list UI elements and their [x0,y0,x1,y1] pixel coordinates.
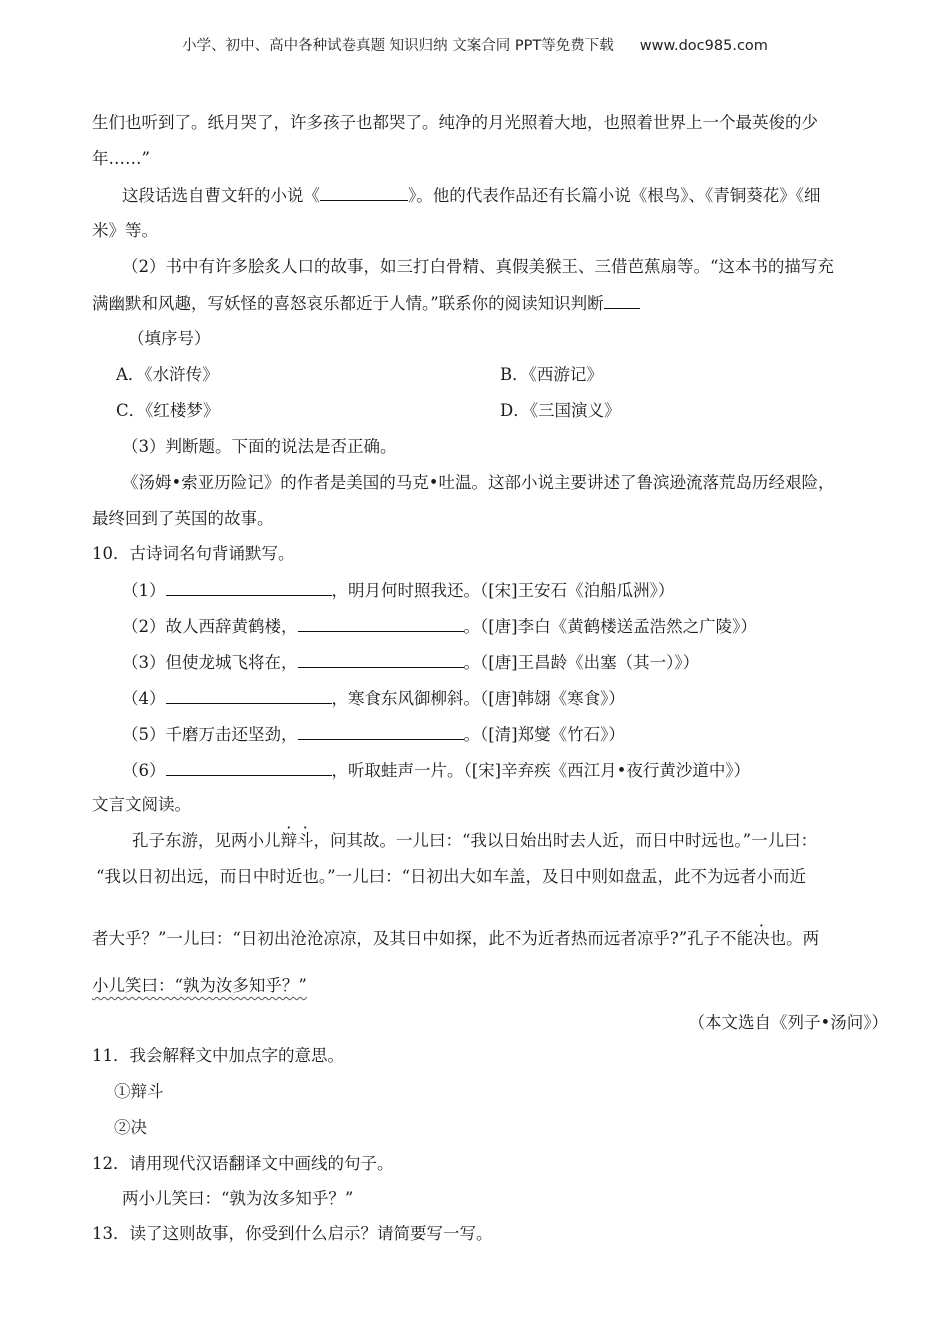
q12-title: 12．请用现代汉语翻译文中画线的句子。 [92,1154,394,1173]
passage-line-1-b: ，问其故。一儿曰：“我以日始出时去人近，而日中时远也。”一儿曰： [313,831,818,850]
passage-heading: 文言文阅读。 [92,795,191,814]
poem-item-5-post: 。（[清]郑燮《竹石》） [463,725,625,744]
poem-blank-2[interactable] [298,615,464,632]
q11-title: 11．我会解释文中加点字的意思。 [92,1046,344,1065]
poem-item-5 [122,723,625,746]
passage-line-2: “我以日初出远，而日中时近也。”一儿曰：“日初出大如车盖，及日中则如盘盂，此不为远者小而近 [96,867,807,886]
option-b: B．《西游记》 [500,365,603,384]
passage-line-1 [132,830,817,852]
option-answer-blank[interactable] [604,292,640,309]
poem-item-2-post: 。（[唐]李白《黄鹤楼送孟浩然之广陵》） [463,617,757,636]
poem-item-4 [122,687,625,710]
q9-p2-line2 [92,292,640,315]
passage-line-3 [92,928,819,950]
poem-item-1 [122,579,674,602]
poem-item-3-post: 。（[唐]王昌龄《出塞（其一）》） [463,653,700,672]
book-title-blank[interactable] [320,184,408,201]
q9-p1-post: 》。他的代表作品还有长篇小说《根鸟》、《青铜葵花》《细 [408,186,821,205]
poem-item-1-pre: （1） [122,581,166,600]
poem-item-1-post: ，明月何时照我还。（[宋]王安石《泊船瓜洲》） [331,581,675,600]
option-c: C．《红楼梦》 [116,401,220,420]
poem-item-6 [122,759,750,782]
q9-p1-line1 [122,184,821,207]
poem-blank-4[interactable] [166,687,332,704]
q11-item-1: ①辩斗 [114,1082,164,1101]
q10-title: 10．古诗词名句背诵默写。 [92,544,295,563]
poem-blank-3[interactable] [298,651,464,668]
passage-line-4-underlined: 小儿笑曰：“孰为汝多知乎？” [92,976,307,995]
page-header [0,34,950,55]
header-site: www.doc985.com [639,38,768,54]
option-a: A．《水浒传》 [116,365,219,384]
q9-p2-hint: （填序号） [128,329,211,348]
poem-item-2 [122,615,757,638]
option-d: D．《三国演义》 [500,401,621,420]
poem-item-6-pre: （6） [122,761,166,780]
poem-item-5-pre: （5）千磨万击还坚劲， [122,725,298,744]
q9-cont-line2: 年……” [92,149,150,168]
poem-blank-6[interactable] [166,759,332,776]
q9-p2-line1: （2）书中有许多脍炙人口的故事，如三打白骨精、真假美猴王、三借芭蕉扇等。“这本书的描写充 [122,257,834,276]
q9-p1-pre: 这段话选自曹文轩的小说《 [122,186,320,205]
passage-source: （本文选自《列子•汤问》） [688,1013,888,1032]
poem-item-6-post: ，听取蛙声一片。（[宋]辛弃疾《西江月•夜行黄沙道中》） [331,761,751,780]
poem-item-3 [122,651,699,674]
passage-line-3-a: 者大乎？”一儿曰：“日初出沧沧凉凉，及其日中如探，此不为近者热而远者凉乎?”孔子不能 [92,929,754,948]
dotted-char-dou: 斗 [297,831,314,850]
passage-line-3-b: 也。两 [769,929,820,948]
poem-blank-5[interactable] [298,723,464,740]
q9-p3-line2: 最终回到了英国的故事。 [92,509,274,528]
passage-line-1-a: 孔子东游，见两小儿 [132,831,281,850]
q13-title: 13．读了这则故事，你受到什么启示？请简要写一写。 [92,1224,493,1243]
q9-cont-line1: 生们也听到了。纸月哭了，许多孩子也都哭了。纯净的月光照着大地，也照着世界上一个最英俊的少 [92,113,818,132]
q12-sentence: 两小儿笑曰：“孰为汝多知乎？” [122,1189,354,1208]
poem-item-3-pre: （3）但使龙城飞将在， [122,653,298,672]
dotted-char-bian: 辩 [280,831,297,850]
poem-item-4-pre: （4） [122,689,166,708]
header-text: 小学、初中、高中各种试卷真题 知识归纳 文案合同 PPT等免费下载 [182,38,614,54]
q9-p1-line2: 米》等。 [92,221,158,240]
poem-item-4-post: ，寒食东风御柳斜。（[唐]韩翃《寒食》） [331,689,625,708]
q11-item-2: ②决 [114,1118,147,1137]
poem-blank-1[interactable] [166,579,332,596]
q9-p3-line1: 《汤姆•索亚历险记》的作者是美国的马克•吐温。这部小说主要讲述了鲁滨逊流落荒岛历经艰险， [122,473,835,492]
q9-p3-title: （3）判断题。下面的说法是否正确。 [122,437,397,456]
dotted-char-jue: 决 [753,929,770,948]
q9-p2-text: 满幽默和风趣，写妖怪的喜怒哀乐都近于人情。”联系你的阅读知识判断 [92,294,604,313]
poem-item-2-pre: （2）故人西辞黄鹤楼， [122,617,298,636]
